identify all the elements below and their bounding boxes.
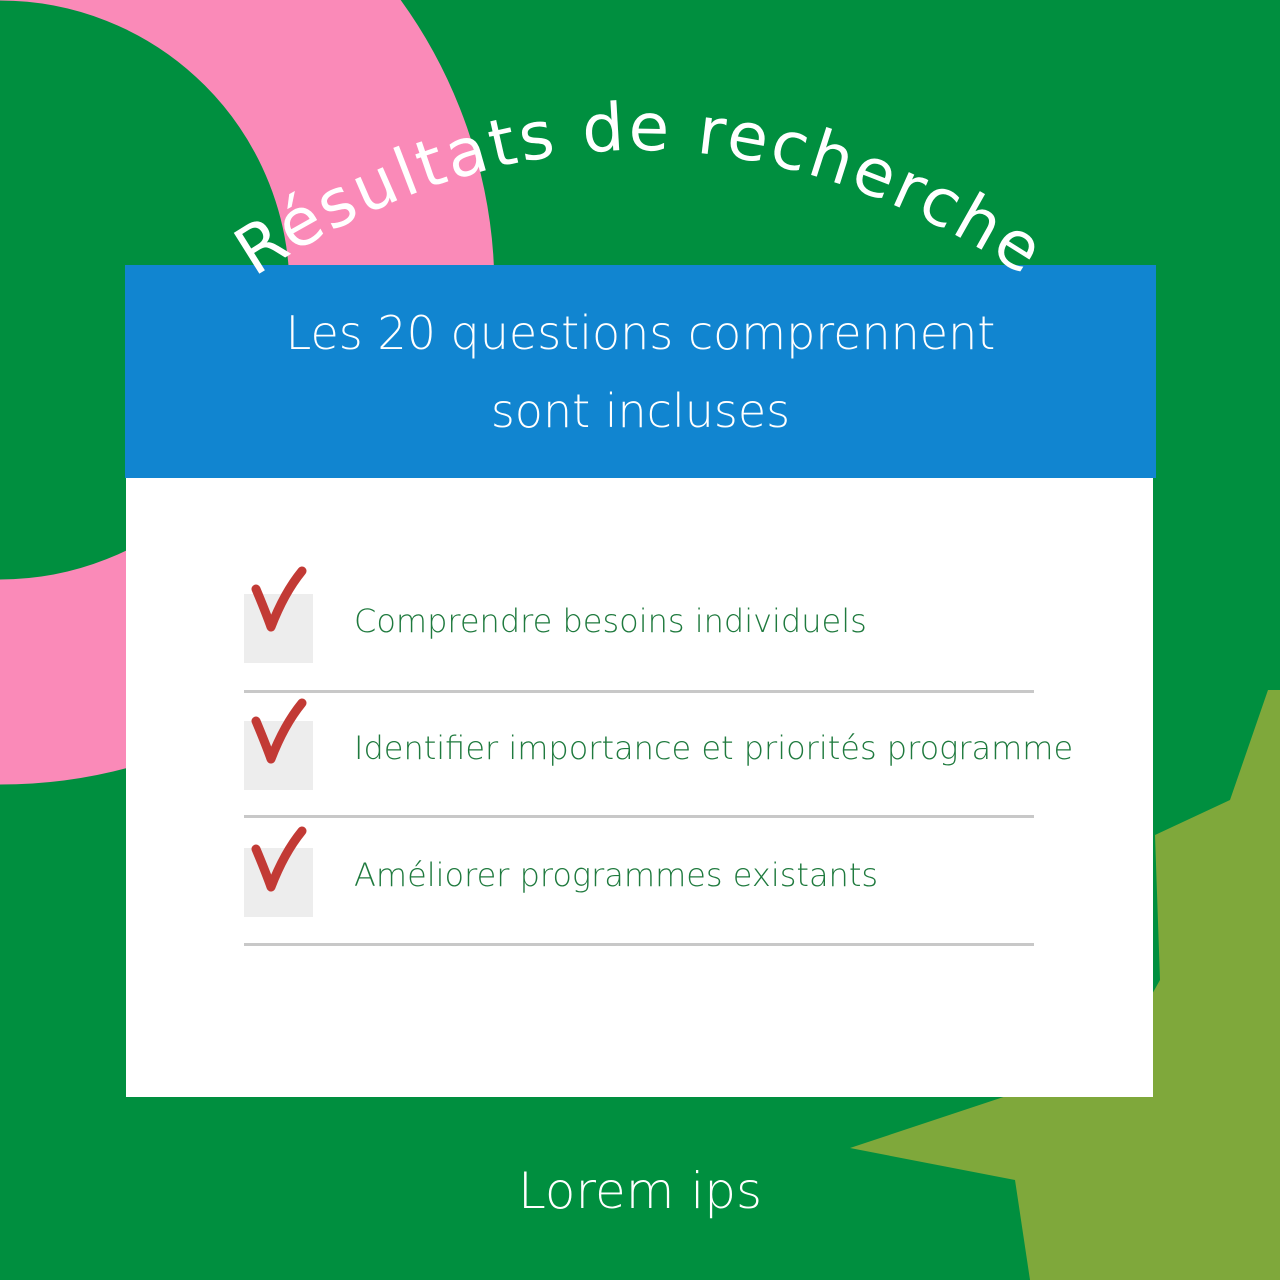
list-item-label: Améliorer programmes existants: [354, 856, 879, 894]
list-item-label: Identifier importance et priorités programme: [354, 729, 1074, 767]
content-card: [126, 478, 1153, 1097]
checklist: [244, 568, 1074, 946]
checkmark-icon: [244, 563, 314, 643]
list-item: [244, 568, 1034, 693]
header-bar: [125, 265, 1156, 478]
list-item: [244, 693, 1074, 818]
list-item: [244, 818, 1034, 946]
page-title: Résultats de recherche: [221, 88, 1059, 291]
checkmark-icon: [244, 823, 314, 903]
header-text: Les 20 questions comprennent sont incluses: [285, 305, 996, 438]
footer-text: Lorem ips: [517, 1162, 763, 1220]
checkmark-icon: [244, 695, 314, 775]
list-item-label: Comprendre besoins individuels: [354, 602, 867, 640]
